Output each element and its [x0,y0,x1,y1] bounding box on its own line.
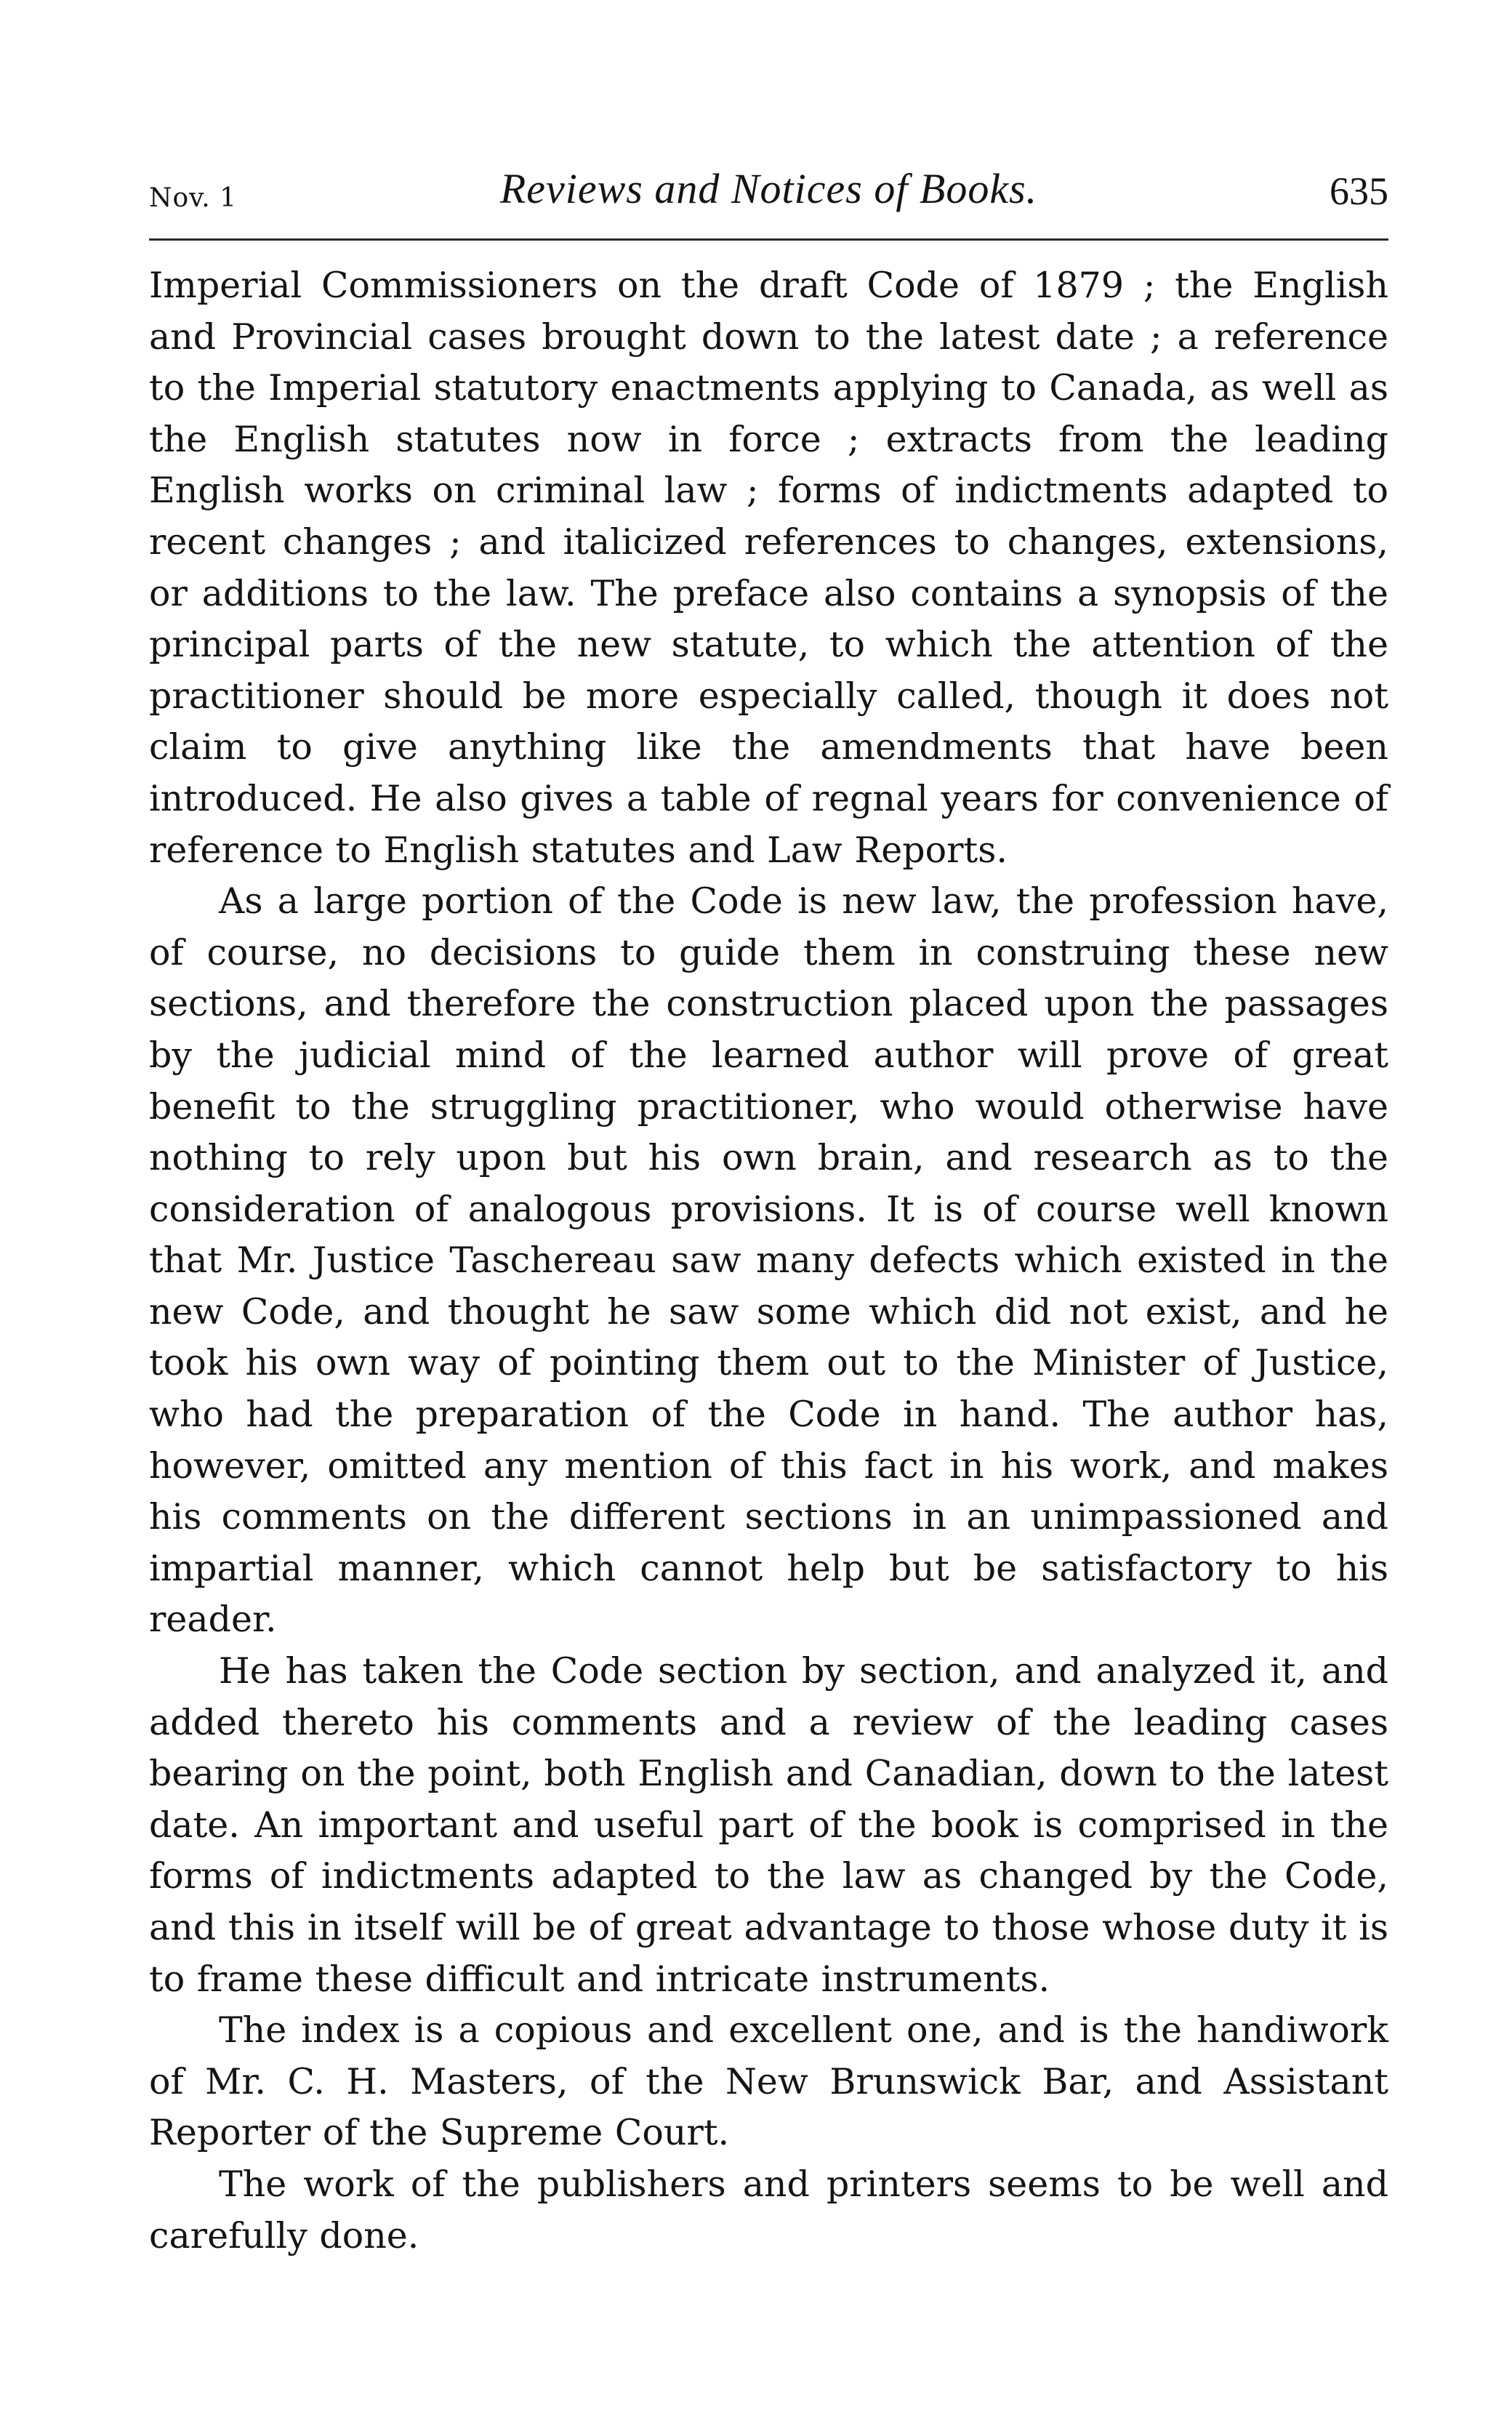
header-title: Reviews and Notices of Books. [499,165,1038,212]
body-text [149,260,1388,2262]
paragraph-4: The index is a copious and excellent one, and is the handiwork of Mr. C. H. Masters, of the New Brunswick Bar, and Assistant Reporter of the Supreme Court. [149,2009,1388,2154]
header-rule [149,238,1388,241]
page-number: 635 [1330,169,1388,213]
paragraph-2: As a large portion of the Code is new law, the profession have, of course, no decisions to guide them in construing these new sections, and therefore the construction placed upon the passages by the judicial mind of the learned author will prove of great benefit to the struggling practitioner, who would otherwise have nothing to rely upon but his own brain, and research as to the consideration of analogous provisions. It is of course well known that Mr. Justice Taschereau saw many defects which existed in the new Code, and thought he saw some which did not exist, and he took his own way of pointing them out to the Minister of Justice, who had the preparation of the Code in hand. The author has, however, omitted any mention of this fact in his work, and makes his comments on the different sections in an unimpassioned and impartial manner, which cannot help but be satisfactory to his reader. [149,880,1388,1641]
running-header [149,161,1388,224]
paragraph-1: Imperial Commissioners on the draft Code of 1879 ; the English and Provincial cases brought down to the latest date ; a reference to the Imperial statutory enactments applying to Canada, as well as the English statutes now in force ; extracts from the leading English works on criminal law ; forms of indictments adapted to recent changes ; and italicized references to changes, extensions, or additions to the law. The preface also contains a synopsis of the principal parts of the new statute, to which the attention of the practitioner should be more especially called, though it does not claim to give anything like the amendments that have been introduced. He also gives a table of regnal years for convenience of reference to English statutes and Law Reports. [149,265,1388,871]
paragraph-3: He has taken the Code section by section, and analyzed it, and added thereto his comments and a review of the leading cases bearing on the point, both English and Canadian, down to the latest date. An important and useful part of the book is comprised in the forms of indictments adapted to the law as changed by the Code, and this in itself will be of great advantage to those whose duty it is to frame these difficult and intricate instruments. [149,1650,1388,2000]
header-date: Nov. 1 [149,183,238,213]
paragraph-5: The work of the publishers and printers seems to be well and carefully done. [149,2163,1388,2257]
